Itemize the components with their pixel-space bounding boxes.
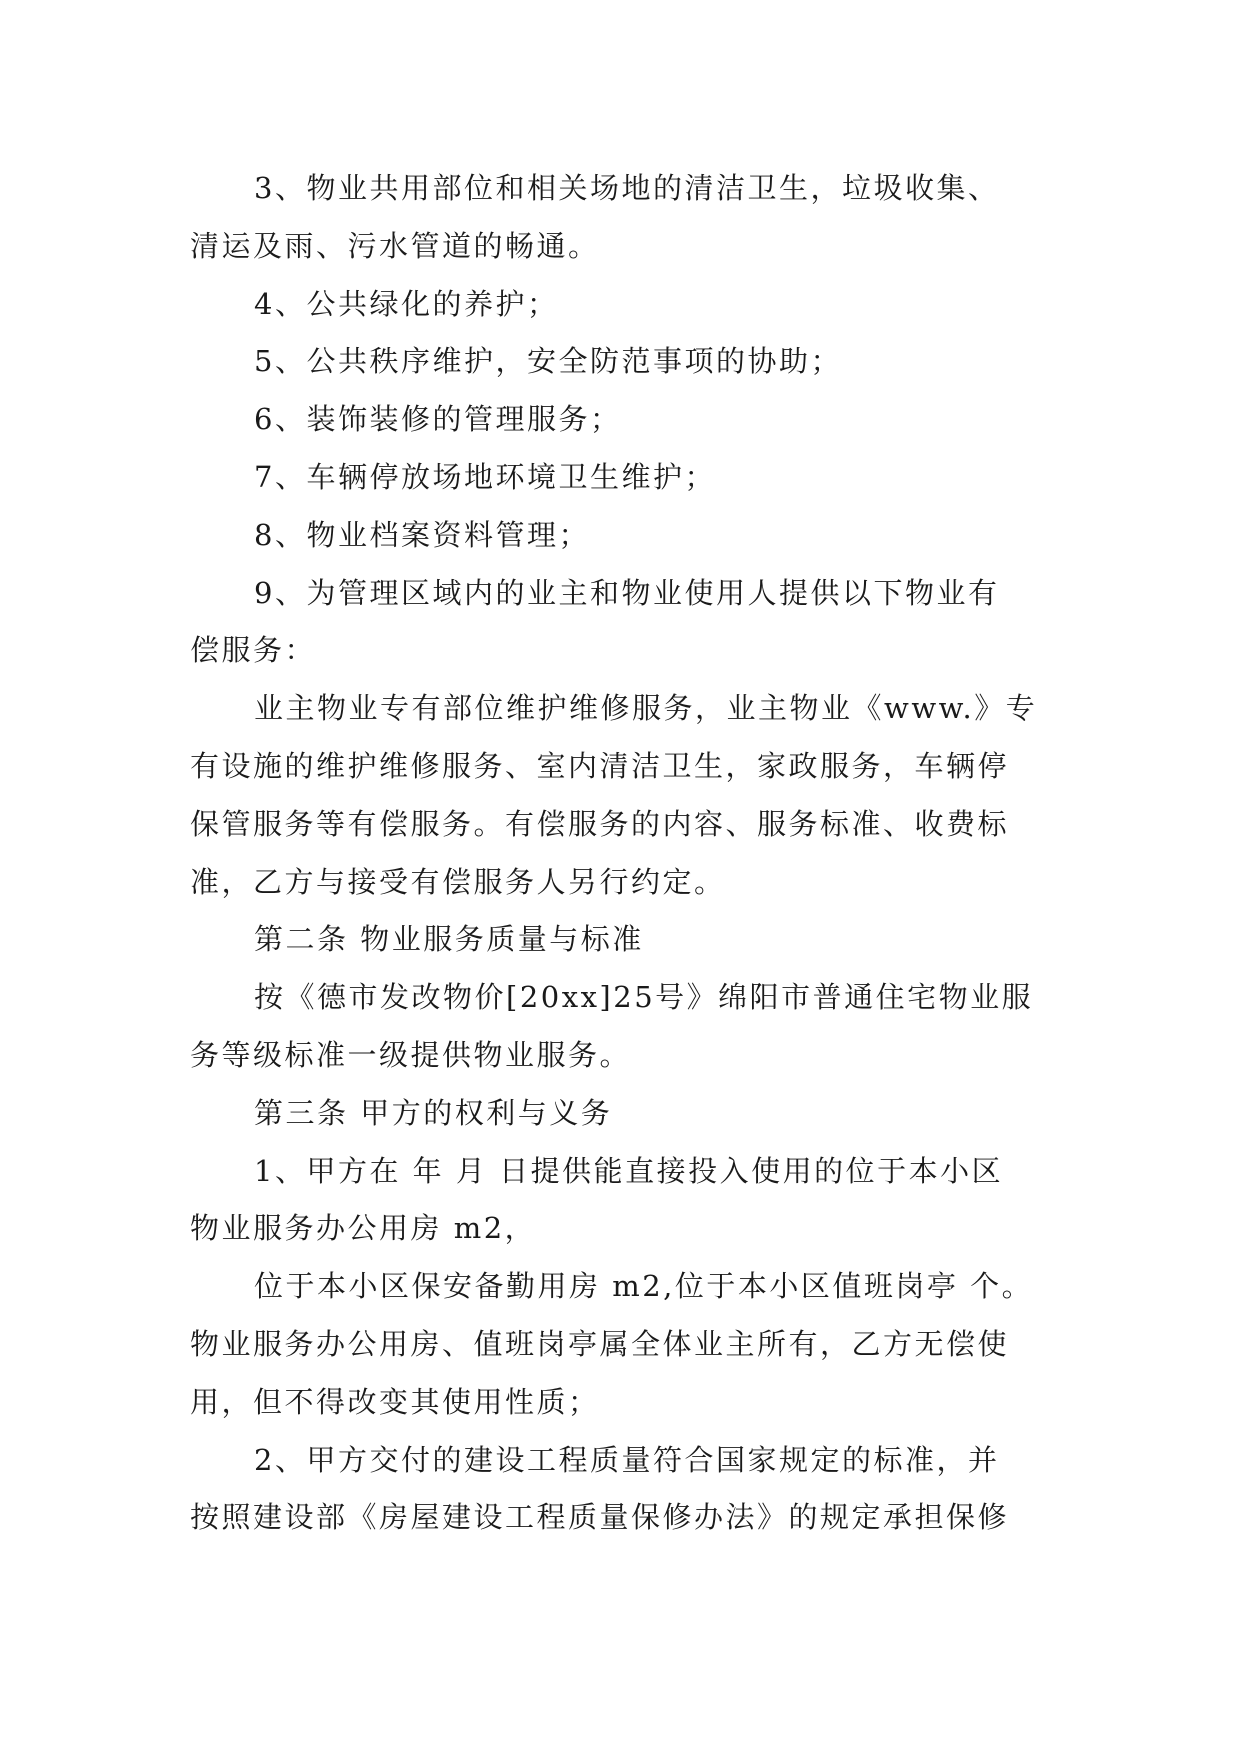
text-line: 9、为管理区域内的业主和物业使用人提供以下物业有 — [254, 575, 1000, 610]
text-line: 准，乙方与接受有偿服务人另行约定。 — [190, 864, 726, 899]
text-line: 位于本小区保安备勤用房 m2,位于本小区值班岗亭 个。 — [254, 1269, 1034, 1304]
section-heading: 第二条 物业服务质量与标准 — [254, 922, 644, 957]
section-heading: 第三条 甲方的权利与义务 — [254, 1095, 613, 1130]
text-line: 2、甲方交付的建设工程质量符合国家规定的标准，并 — [254, 1442, 1000, 1477]
text-line: 用，但不得改变其使用性质； — [190, 1384, 600, 1419]
text-line: 清运及雨、污水管道的畅通。 — [190, 228, 600, 263]
document-body — [190, 160, 1065, 1547]
text-line: 8、物业档案资料管理； — [254, 517, 590, 552]
text-line: 按照建设部《房屋建设工程质量保修办法》的规定承担保修 — [190, 1500, 1010, 1535]
text-line: 5、公共秩序维护，安全防范事项的协助； — [254, 344, 842, 379]
text-line: 物业服务办公用房 m2， — [190, 1211, 537, 1246]
text-line: 7、车辆停放场地环境卫生维护； — [254, 459, 716, 494]
text-line: 3、物业共用部位和相关场地的清洁卫生，垃圾收集、 — [254, 171, 1000, 205]
text-line: 按《德市发改物价[20xx]25号》绵阳市普通住宅物业服 — [254, 980, 1034, 1015]
text-line: 物业服务办公用房、值班岗亭属全体业主所有，乙方无偿使 — [190, 1326, 1010, 1361]
text-line: 6、装饰装修的管理服务； — [254, 402, 622, 437]
text-line: 业主物业专有部位维护维修服务，业主物业《www.》专 — [254, 691, 1038, 726]
text-line: 偿服务： — [190, 633, 317, 668]
text-line: 有设施的维护维修服务、室内清洁卫生，家政服务，车辆停 — [190, 748, 1010, 783]
text-line: 1、甲方在 年 月 日提供能直接投入使用的位于本小区 — [254, 1153, 1004, 1188]
text-line: 务等级标准一级提供物业服务。 — [190, 1037, 632, 1072]
text-line: 4、公共绿化的养护； — [254, 286, 559, 321]
text-line: 保管服务等有偿服务。有偿服务的内容、服务标准、收费标 — [190, 806, 1010, 841]
